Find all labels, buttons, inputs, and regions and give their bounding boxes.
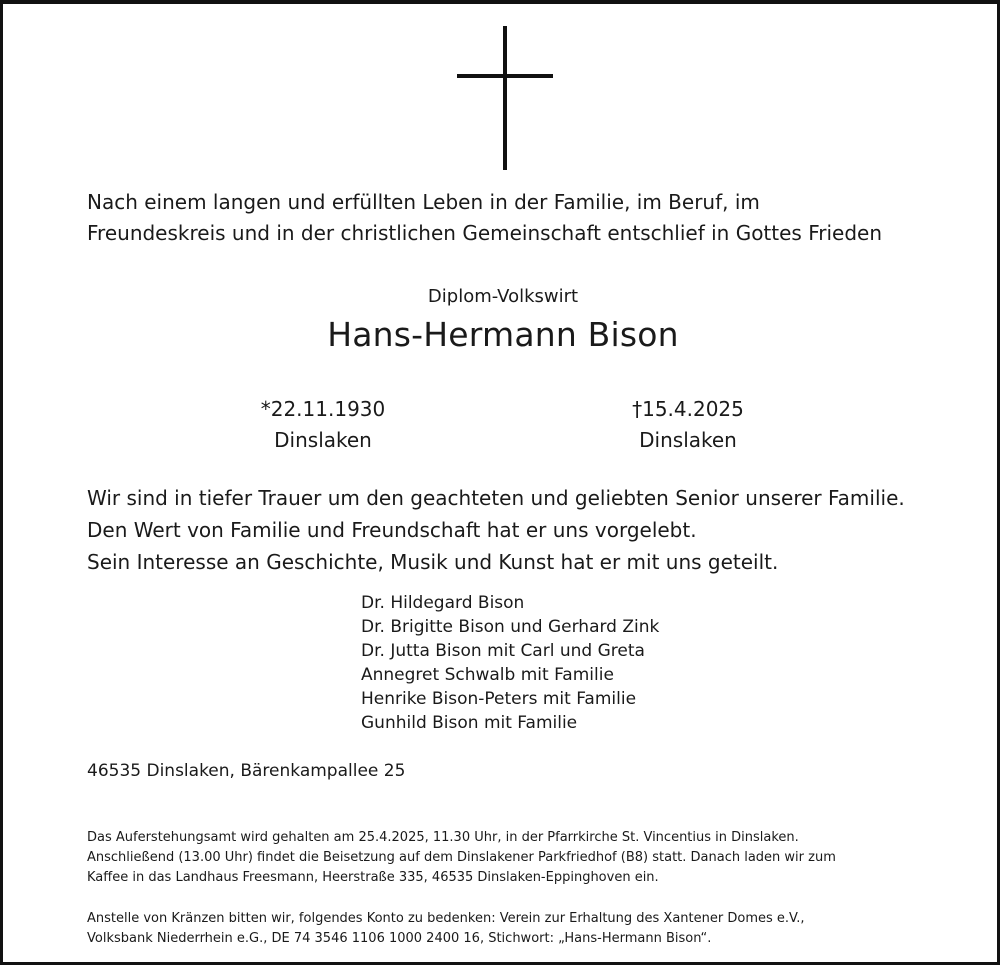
death-info xyxy=(588,394,788,456)
family-member: Dr. Hildegard Bison xyxy=(361,593,525,613)
family-member: Henrike Bison-Peters mit Familie xyxy=(361,689,637,709)
donation-line: Volksbank Niederrhein e.G., DE 74 3546 1106 1000 2400 16, Stichwort: „Hans-Hermann Bison“. xyxy=(87,931,712,946)
mourning-text xyxy=(87,482,905,578)
intro-line: Nach einem langen und erfüllten Leben in der Familie, im Beruf, im xyxy=(87,190,760,214)
family-member: Gunhild Bison mit Familie xyxy=(361,713,578,733)
family-member: Dr. Brigitte Bison und Gerhard Zink xyxy=(361,617,660,637)
address: 46535 Dinslaken, Bärenkampallee 25 xyxy=(87,761,406,781)
mourning-line: Wir sind in tiefer Trauer um den geachteten und geliebten Senior unserer Familie. xyxy=(87,486,905,510)
cross-icon xyxy=(457,26,553,170)
birth-date: *22.11.1930 xyxy=(260,397,386,421)
notice-line: Das Auferstehungsamt wird gehalten am 25.4.2025, 11.30 Uhr, in der Pfarrkirche St. Vincentius in Dinslaken. xyxy=(87,830,799,845)
donation-line: Anstelle von Kränzen bitten wir, folgendes Konto zu bedenken: Verein zur Erhaltung des Xantener Domes e.V., xyxy=(87,911,805,926)
family-list xyxy=(361,591,659,735)
birth-info xyxy=(223,394,423,456)
notice-line: Anschließend (13.00 Uhr) findet die Beisetzung auf dem Dinslakener Parkfriedhof (B8) statt. Danach laden wir zum xyxy=(87,850,836,865)
intro-line: Freundeskreis und in der christlichen Gemeinschaft entschlief in Gottes Frieden xyxy=(87,221,883,245)
intro-text xyxy=(87,187,882,249)
donation-notice xyxy=(87,909,805,949)
notice-line: Kaffee in das Landhaus Freesmann, Heerstraße 335, 46535 Dinslaken-Eppinghoven ein. xyxy=(87,870,659,885)
deceased-title: Diplom-Volkswirt xyxy=(427,286,579,307)
family-member: Annegret Schwalb mit Familie xyxy=(361,665,614,685)
family-member: Dr. Jutta Bison mit Carl und Greta xyxy=(361,641,645,661)
death-date: †15.4.2025 xyxy=(632,397,744,421)
service-notice xyxy=(87,828,836,888)
mourning-line: Sein Interesse an Geschichte, Musik und Kunst hat er mit uns geteilt. xyxy=(87,550,779,574)
death-place: Dinslaken xyxy=(639,428,737,452)
mourning-line: Den Wert von Familie und Freundschaft hat er uns vorgelebt. xyxy=(87,518,697,542)
birth-place: Dinslaken xyxy=(274,428,372,452)
deceased-name: Hans-Hermann Bison xyxy=(327,315,679,354)
